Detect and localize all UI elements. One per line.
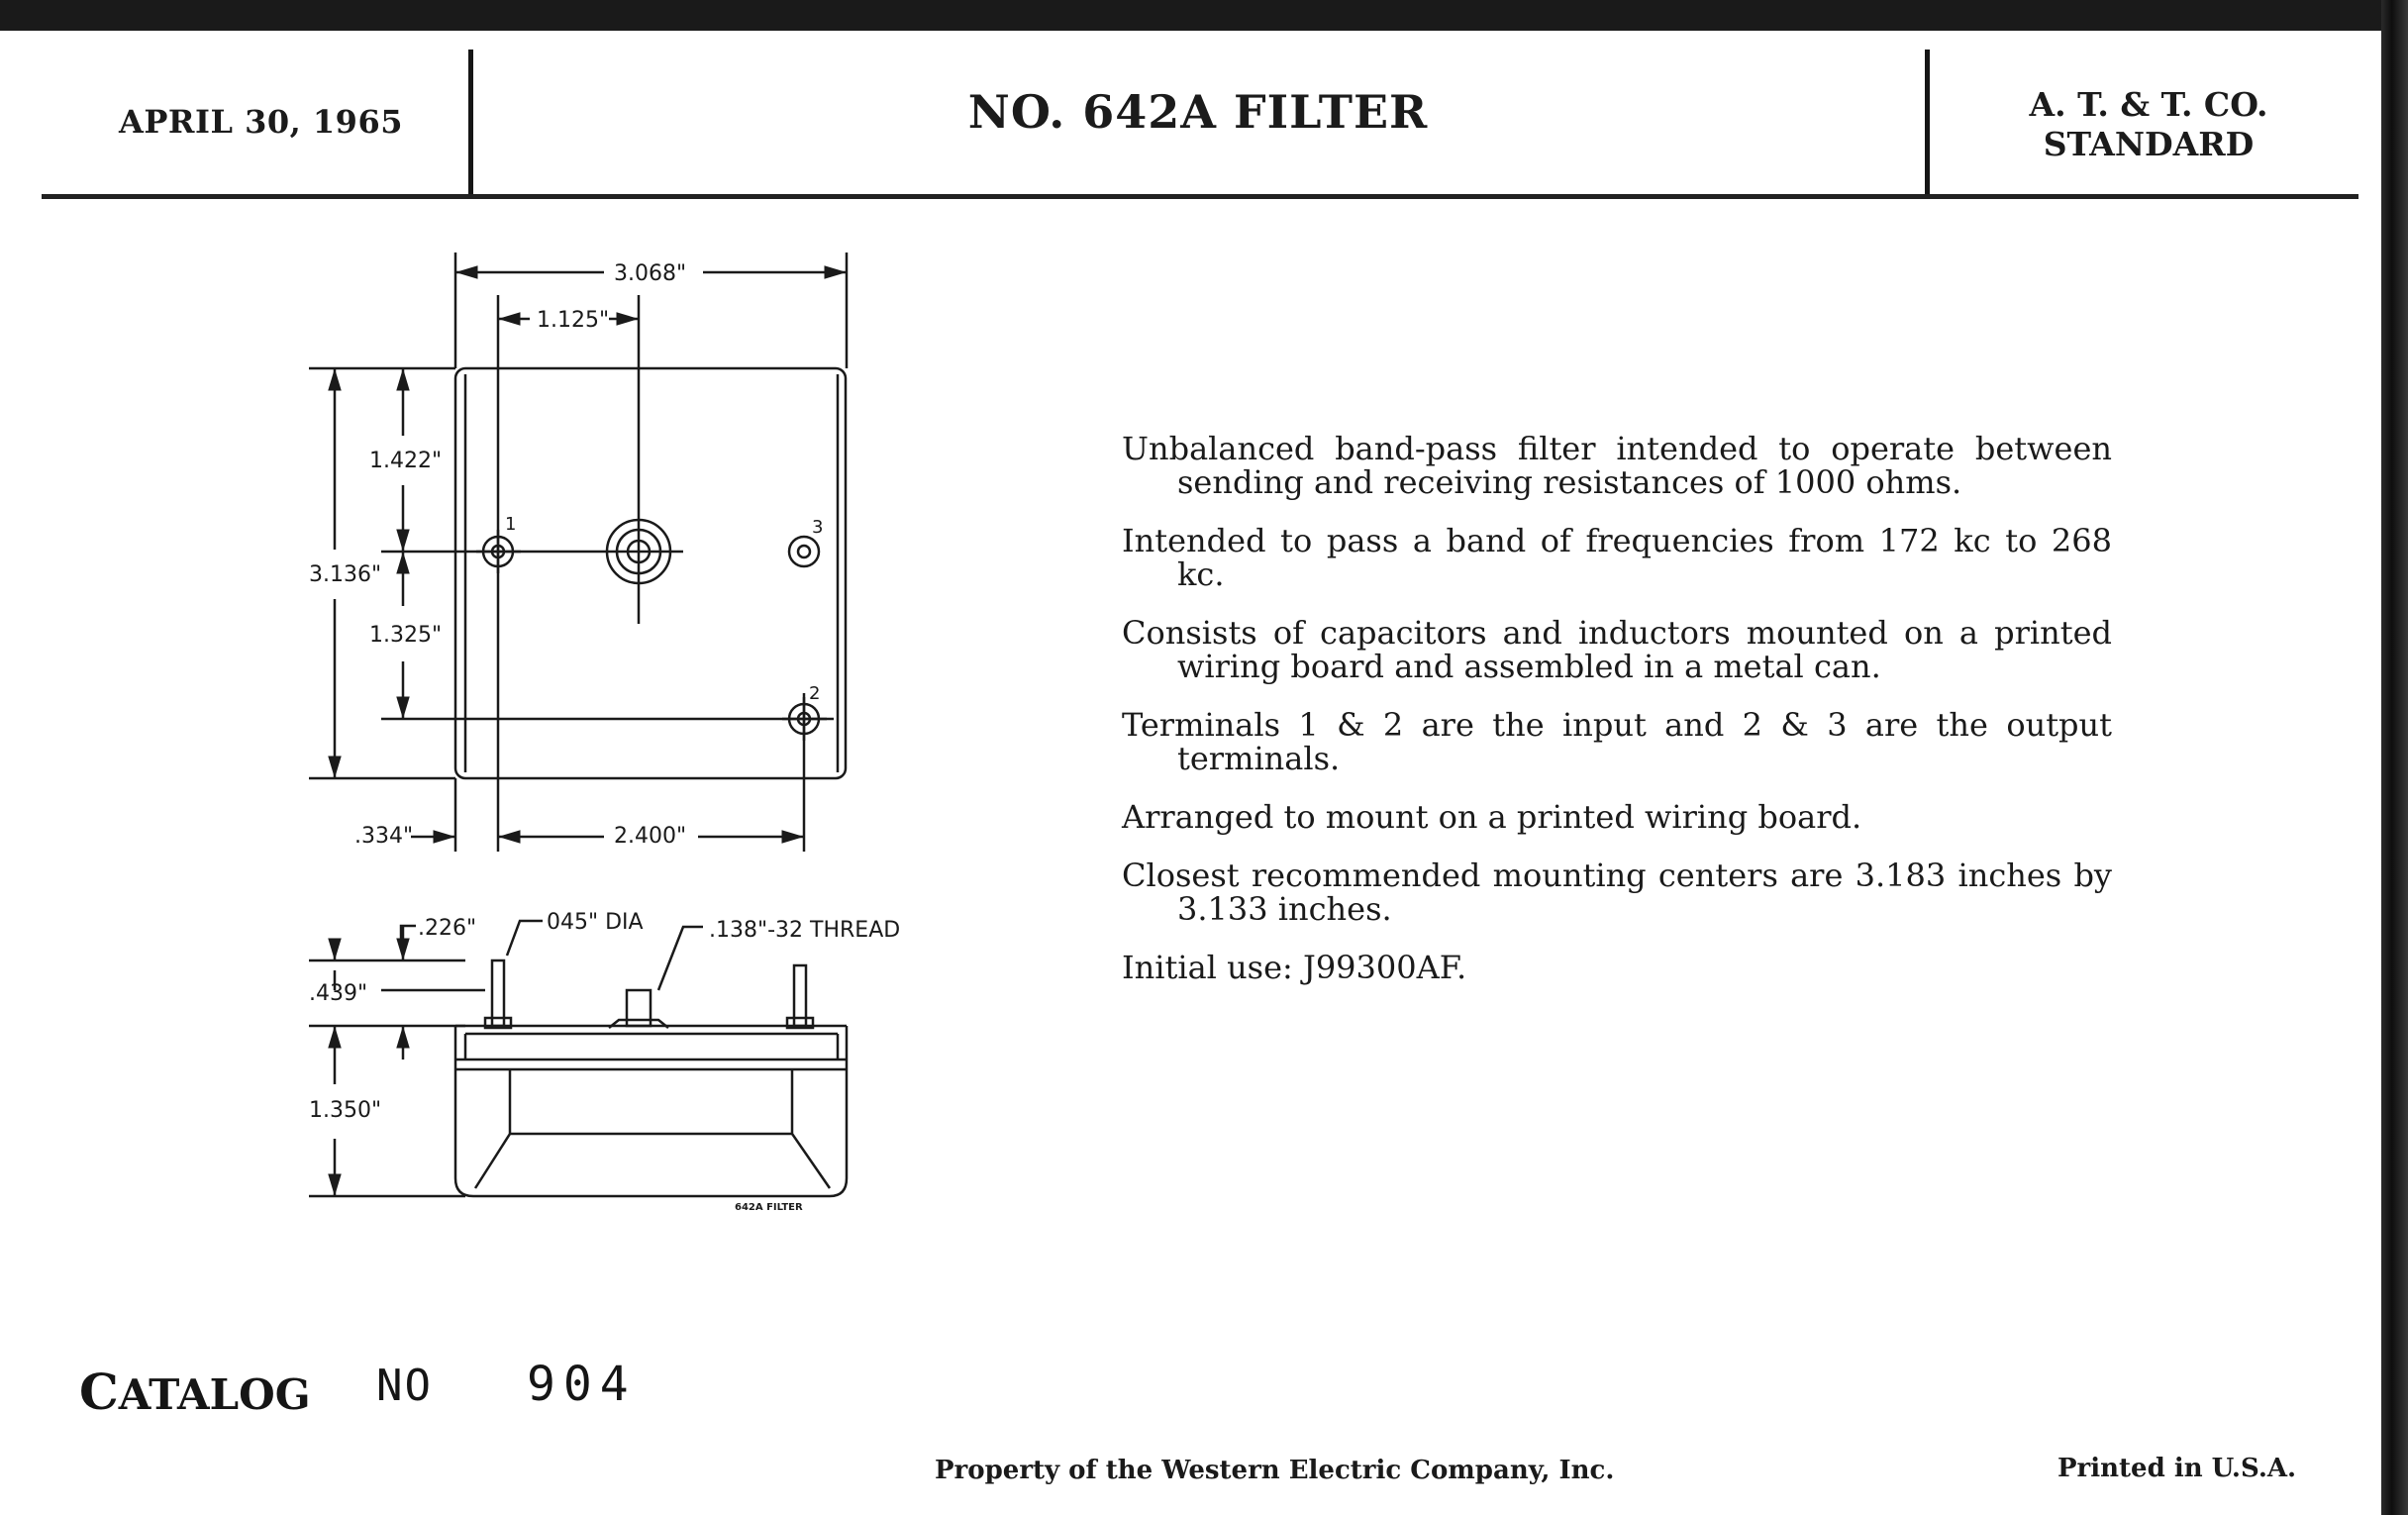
description <box>1122 432 2112 1009</box>
terminal-3 <box>789 537 819 566</box>
terminal-1-label: 1 <box>505 514 517 535</box>
desc-paragraph: Initial use: J99300AF. <box>1122 949 1467 986</box>
catalog-no: NO <box>376 1361 433 1411</box>
top-view-outline <box>455 368 846 778</box>
desc-paragraph: Consists of capacitors and inductors mounted on a printed wiring board and assembled in a metal can. <box>1122 614 2112 685</box>
can-side-outline <box>455 1026 847 1196</box>
desc-paragraph: Arranged to mount on a printed wiring board. <box>1122 798 1862 836</box>
dim-thread: .138"-32 THREAD <box>709 918 901 943</box>
page-title: NO. 642A FILTER <box>967 85 1429 139</box>
dim-center-offset: 1.125" <box>537 308 610 333</box>
catalog-label-cap: C <box>79 1363 119 1421</box>
header-standard <box>1941 85 2357 164</box>
header-date: APRIL 30, 1965 <box>119 103 403 141</box>
scan-edge <box>2381 0 2408 1515</box>
dim-overall-width: 3.068" <box>614 261 687 286</box>
desc-paragraph: Closest recommended mounting centers are 3.183 inches by 3.133 inches. <box>1122 857 2112 928</box>
dim-top-to-terminals: 1.422" <box>369 449 443 473</box>
desc-paragraph: Terminals 1 & 2 are the input and 2 & 3 are the output terminals. <box>1122 706 2112 777</box>
terminal-3-label: 3 <box>812 517 824 538</box>
desc-paragraph: Intended to pass a band of frequencies from 172 kc to 268 kc. <box>1122 522 2112 593</box>
header-rule <box>42 194 2358 199</box>
dim-terminals-to-t2: 1.325" <box>369 623 443 648</box>
catalog-label-rest: ATALOG <box>118 1370 311 1419</box>
dim-overall-height: 3.136" <box>309 562 382 587</box>
dim-pin-dia: 045" DIA <box>547 910 644 935</box>
header-standard-line1: A. T. & T. CO. <box>2029 85 2268 124</box>
desc-paragraph: Unbalanced band-pass filter intended to operate between sending and receiving resistances of 1000 ohms. <box>1122 430 2112 501</box>
dim-terminal-span: 2.400" <box>614 824 687 849</box>
header-divider-right <box>1925 50 1930 194</box>
part-marking: 642A FILTER <box>735 1202 803 1213</box>
catalog-label <box>79 1363 311 1421</box>
footer-property: Property of the Western Electric Company, Inc. <box>935 1456 1615 1485</box>
dim-can-height: 1.350" <box>309 1098 382 1123</box>
dim-pin-height: .439" <box>309 981 368 1006</box>
dim-pin-length: .226" <box>418 916 477 941</box>
pin-left <box>492 960 504 1026</box>
dim-edge-offset: .334" <box>354 824 414 849</box>
footer-printed: Printed in U.S.A. <box>2057 1454 2297 1483</box>
header-standard-line2: STANDARD <box>2043 125 2255 163</box>
terminal-2-label: 2 <box>809 683 821 704</box>
catalog-number: 904 <box>527 1357 637 1412</box>
